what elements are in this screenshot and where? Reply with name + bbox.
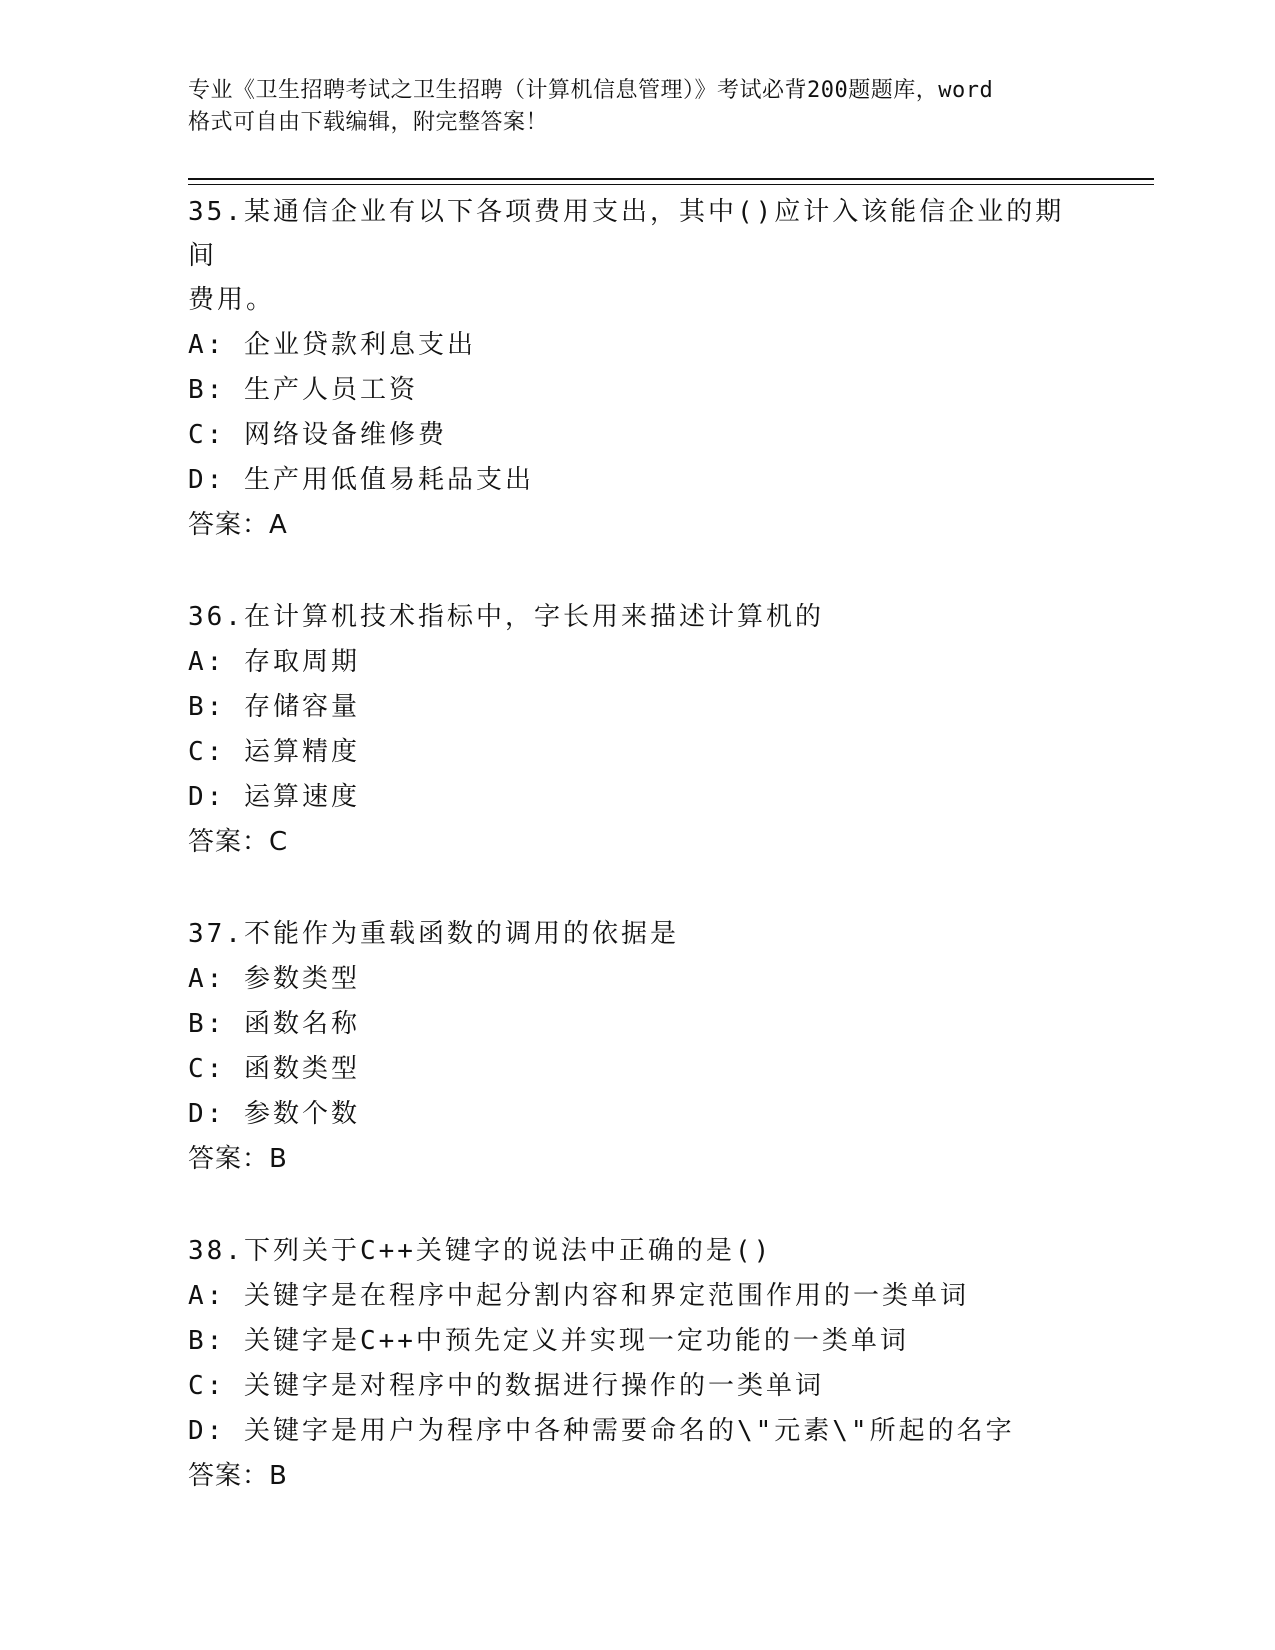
option-b: B: 存储容量 [188,692,360,722]
option-d: D: 生产用低值易耗品支出 [188,465,534,495]
answer-line: 答案：B [188,1461,288,1491]
answer-line: 答案：C [188,827,289,857]
option-a: A: 企业贷款利息支出 [188,330,476,360]
answer-line: 答案：A [188,510,288,540]
question-36 [188,595,1088,864]
question-stem [188,912,1088,956]
option-d: D: 关键字是用户为程序中各种需要命名的\"元素\"所起的名字 [188,1416,1015,1446]
answer-line: 答案：B [188,1144,288,1174]
question-spacer [188,864,1088,912]
question-spacer [188,547,1088,595]
question-38 [188,1229,1088,1498]
option-c: C: 函数类型 [188,1054,360,1084]
option-c: C: 关键字是对程序中的数据进行操作的一类单词 [188,1371,824,1401]
option-b: B: 生产人员工资 [188,375,418,405]
question-37 [188,912,1088,1181]
option-a: A: 关键字是在程序中起分割内容和界定范围作用的一类单词 [188,1281,969,1311]
question-stem-line-1: 36.在计算机技术指标中，字长用来描述计算机的 [188,602,824,632]
option-b: B: 函数名称 [188,1009,360,1039]
question-spacer [188,1181,1088,1229]
question-stem-line-1: 37.不能作为重载函数的调用的依据是 [188,919,679,949]
question-stem-line-2: 费用。 [188,285,276,315]
document-header [188,75,1088,139]
question-35 [188,190,1088,547]
option-c: C: 网络设备维修费 [188,420,447,450]
header-divider-thick [188,178,1154,180]
option-a: A: 存取周期 [188,647,360,677]
header-title-line-1: 专业《卫生招聘考试之卫生招聘（计算机信息管理）》考试必背200题题库，word [188,78,994,103]
option-a: A: 参数类型 [188,964,360,994]
question-stem [188,1229,1088,1273]
question-stem-line-1: 38.下列关于C++关键字的说法中正确的是() [188,1236,773,1266]
option-b: B: 关键字是C++中预先定义并实现一定功能的一类单词 [188,1326,909,1356]
option-d: D: 运算速度 [188,782,360,812]
header-divider-thin [188,184,1154,185]
question-stem [188,190,1088,322]
question-list [188,190,1088,1498]
option-d: D: 参数个数 [188,1099,360,1129]
question-stem-line-1: 35.某通信企业有以下各项费用支出，其中()应计入该能信企业的期间 [188,197,1065,271]
header-title-line-2: 格式可自由下载编辑，附完整答案！ [188,110,549,135]
question-stem [188,595,1088,639]
option-c: C: 运算精度 [188,737,360,767]
